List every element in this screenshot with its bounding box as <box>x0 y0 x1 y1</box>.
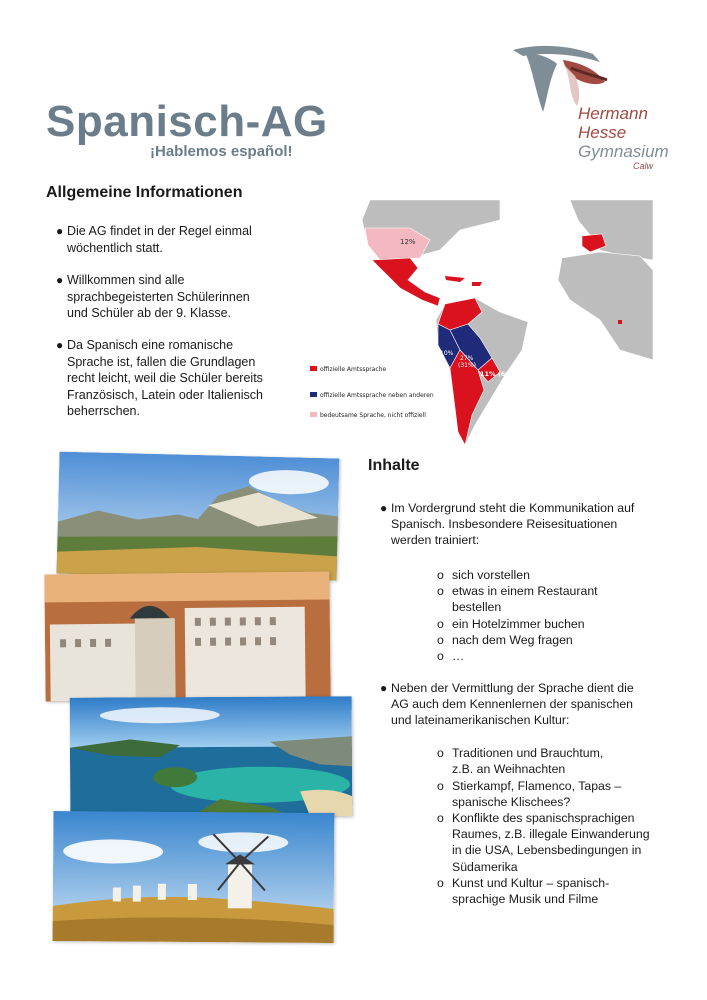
list-item: o Konflikte des spanischsprachigen Raumes, z.B. illegale Einwanderung in die USA, Lebensbedingungen in Südamerika <box>437 811 650 874</box>
bullet-icon: ● <box>56 224 64 238</box>
legend-official: offizielle Amtssprache <box>320 366 387 373</box>
list-item: o Kunst und Kultur – spanisch-sprachige Musik und Filme <box>437 876 610 907</box>
page-subtitle: ¡Hablemos español! <box>150 143 293 160</box>
photo-madrid-skyline <box>44 572 330 702</box>
general-info-heading: Allgemeine Informationen <box>46 184 243 201</box>
circle-bullet-icon: o <box>437 746 444 760</box>
legend-swatch-significant <box>310 412 317 417</box>
circle-bullet-icon: o <box>437 876 444 890</box>
contents-bullet-communication: ● Im Vordergrund steht die Kommunikation auf Spanisch. Insbesondere Reisesituationen werden trainiert: <box>380 501 635 548</box>
list-item: o sich vorstellen <box>437 568 530 582</box>
logo-text-gymnasium: Gymnasium <box>578 142 669 161</box>
circle-bullet-icon: o <box>437 779 444 793</box>
photo-andalusian-village <box>57 452 340 581</box>
logo-text-hermann: Hermann <box>578 104 648 123</box>
list-item: o ein Hotelzimmer buchen <box>437 617 585 631</box>
bullet-icon: ● <box>380 681 388 695</box>
map-label: 27% <box>460 355 474 362</box>
page-title: Spanisch-AG <box>46 97 328 146</box>
list-item: o Traditionen und Brauchtum, z.B. an Weihnachten <box>437 746 604 777</box>
map-label: 11% (69%) <box>480 370 520 378</box>
legend-swatch-co-official <box>310 392 317 397</box>
circle-bullet-icon: o <box>437 568 444 582</box>
map-label: 10% <box>440 350 454 357</box>
legend-swatch-official <box>310 366 317 371</box>
school-logo <box>505 40 670 180</box>
photo-san-sebastian-bay <box>70 696 353 817</box>
logo-text-calw: Calw <box>633 161 654 171</box>
contents-bullet-culture: ● Neben der Vermittlung der Sprache dient die AG auch dem Kennenlernen der spanischen und lateinamerikanischen Kultur: <box>380 681 634 728</box>
list-item: o Stierkampf, Flamenco, Tapas – spanische Klischees? <box>437 779 622 810</box>
bullet-icon: ● <box>56 273 64 287</box>
circle-bullet-icon: o <box>437 811 444 825</box>
legend-co-official: offizielle Amtssprache neben anderen <box>320 392 434 399</box>
logo-text-hesse: Hesse <box>578 123 627 142</box>
list-item: ● Willkommen sind alle sprachbegeisterten Schülerinnen und Schüler ab der 9. Klasse. <box>56 273 250 320</box>
bullet-icon: ● <box>380 501 388 515</box>
list-item: o etwas in einem Restaurant bestellen <box>437 584 598 615</box>
photo-windmills-consuegra <box>53 811 335 943</box>
circle-bullet-icon: o <box>437 649 444 663</box>
spanish-language-map <box>300 200 653 450</box>
list-item: ● Die AG findet in der Regel einmal wöchentlich statt. <box>56 224 252 255</box>
list-item: o nach dem Weg fragen <box>437 633 573 647</box>
legend-significant: bedeutsame Sprache, nicht offiziell <box>320 412 426 419</box>
bullet-icon: ● <box>56 338 64 352</box>
circle-bullet-icon: o <box>437 584 444 598</box>
map-label: 12% <box>400 238 416 246</box>
circle-bullet-icon: o <box>437 617 444 631</box>
contents-heading: Inhalte <box>368 457 420 474</box>
map-label: (31%) <box>458 362 477 369</box>
circle-bullet-icon: o <box>437 633 444 647</box>
list-item: o … <box>437 649 465 663</box>
list-item: ● Da Spanisch eine romanische Sprache ist, fallen die Grundlagen recht leicht, weil die Schüler bereits Französisch, Latein oder Italienisch beherrschen. <box>56 338 263 418</box>
